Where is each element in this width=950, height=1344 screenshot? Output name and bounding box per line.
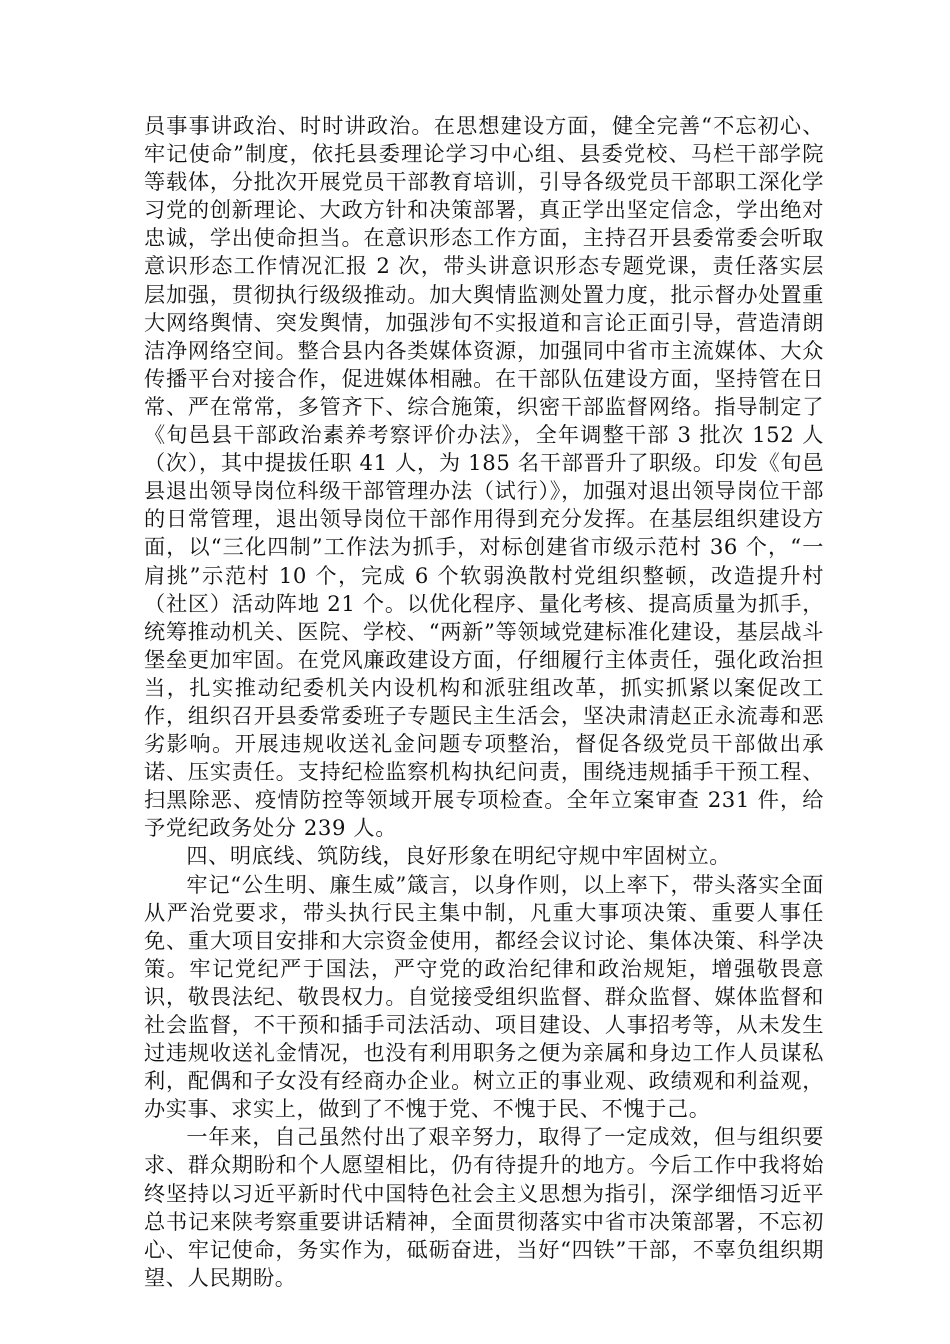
document-page [144,112,824,1290]
paragraph-continued-work-summary: 员事事讲政治、时时讲政治。在思想建设方面，健全完善“不忘初心、牢记使命”制度，依托县委理论学习中心组、县委党校、马栏干部学院等载体，分批次开展党员干部教育培训，引导各级党员干部职工深化学习党的创新理论、大政方针和决策部署，真正学出坚定信念，学出绝对忠诚，学出使命担当。在意识形态工作方面，主持召开县委常委会听取意识形态工作情况汇报 2 次，带头讲意识形态专题党课，责任落实层层加强，贯彻执行级级推动。加大舆情监测处置力度，批示督办处置重大网络舆情、突发舆情，加强涉旬不实报道和言论正面引导，营造清朗洁净网络空间。整合县内各类媒体资源，加强同中省市主流媒体、大众传播平台对接合作，促进媒体相融。在干部队伍建设方面，坚持管在日常、严在常常，多管齐下、综合施策，织密干部监督网络。指导制定了《旬邑县干部政治素养考察评价办法》，全年调整干部 3 批次 152 人（次），其中提拔任职 41 人，为 185 名干部晋升了职级。印发《旬邑县退出领导岗位科级干部管理办法（试行）》，加强对退出领导岗位干部的日常管理，退出领导岗位干部作用得到充分发挥。在基层组织建设方面，以“三化四制”工作法为抓手，对标创建省市级示范村 36 个，“一肩挑”示范村 10 个，完成 6 个软弱涣散村党组织整顿，改造提升村（社区）活动阵地 21 个。以优化程序、量化考核、提高质量为抓手，统筹推动机关、医院、学校、“两新”等领域党建标准化建设，基层战斗堡垒更加牢固。在党风廉政建设方面，仔细履行主体责任，强化政治担当，扎实推动纪委机关内设机构和派驻组改革，抓实抓紧以案促改工作，组织召开县委常委班子专题民主生活会，坚决肃清赵正永流毒和恶劣影响。开展违规收送礼金问题专项整治，督促各级党员干部做出承诺、压实责任。支持纪检监察机构执纪问责，围绕违规插手干预工程、扫黑除恶、疫情防控等领域开展专项检查。全年立案审查 231 件，给予党纪政务处分 239 人。 [144,113,824,841]
paragraph-conclusion: 一年来，自己虽然付出了艰辛努力，取得了一定成效，但与组织要求、群众期盼和个人愿望相比，仍有待提升的地方。今后工作中我将始终坚持以习近平新时代中国特色社会主义思想为指引，深学细悟习近平总书记来陕考察重要讲话精神，全面贯彻落实中省市决策部署，不忘初心、牢记使命，务实作为，砥砺奋进，当好“四铁”干部，不辜负组织期望、人民期盼。 [144,1124,824,1290]
section-heading-four: 四、明底线、筑防线，良好形象在明纪守规中牢固树立。 [186,843,732,869]
paragraph-discipline: 牢记“公生明、廉生威”箴言，以身作则，以上率下，带头落实全面从严治党要求，带头执行民主集中制，凡重大事项决策、重要人事任免、重大项目安排和大宗资金使用，都经会议讨论、集体决策、科学决策。牢记党纪严于国法，严守党的政治纪律和政治规矩，增强敬畏意识，敬畏法纪、敬畏权力。自觉接受组织监督、群众监督、媒体监督和社会监督，不干预和插手司法活动、项目建设、人事招考等，从未发生过违规收送礼金情况，也没有利用职务之便为亲属和身边工作人员谋私利，配偶和子女没有经商办企业。树立正的事业观、政绩观和利益观，办实事、求实上，做到了不愧于党、不愧于民、不愧于己。 [144,871,824,1122]
